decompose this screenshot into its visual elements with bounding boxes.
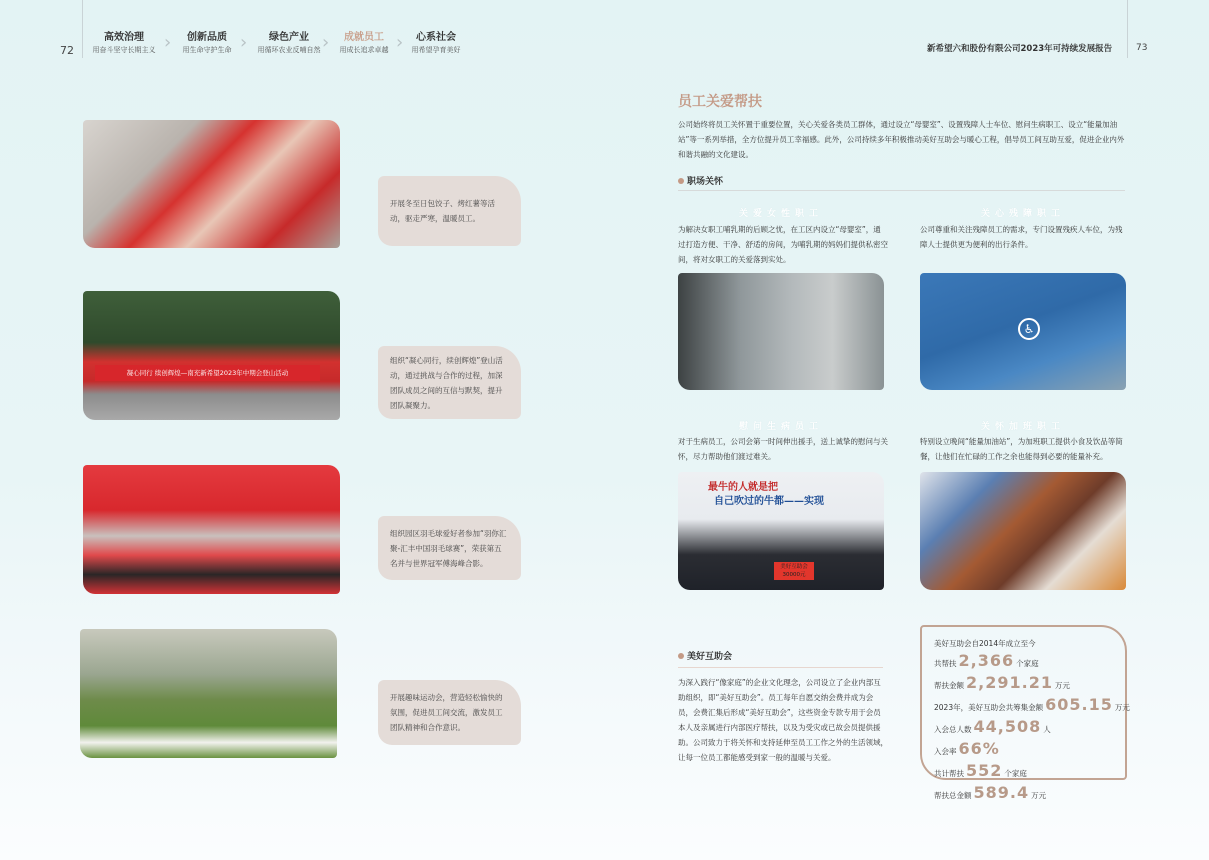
nav-item-governance[interactable] (88, 31, 160, 56)
stat-value: 2,291.21 (966, 673, 1053, 692)
wheelchair-icon: ♿ (1018, 318, 1040, 340)
subsection-label: 关心残障职工 (980, 209, 1065, 219)
stat-value: 2,366 (958, 651, 1015, 670)
stat-value: 66% (958, 739, 1000, 758)
stat-unit: 万元 (1114, 703, 1130, 712)
nav-title: 创新品质 (187, 32, 227, 43)
nav-title: 绿色产业 (269, 32, 309, 43)
stat-label: 帮扶总金额 (934, 791, 972, 800)
accessible-parking-photo (920, 273, 1126, 390)
activity-caption: 开展冬至日包饺子、烤红薯等活动，驱走严寒，温暖员工。 (378, 176, 521, 246)
stat-members (934, 717, 1113, 739)
stat-unit: 万元 (1054, 681, 1070, 690)
stat-value: 605.15 (1045, 695, 1113, 714)
nav-item-society[interactable] (408, 31, 464, 56)
chevron-right-icon: › (396, 32, 404, 53)
chevron-right-icon: › (322, 32, 330, 53)
photo-banner: 凝心同行 续创辉煌—南充新希望2023年中期会登山活动 (95, 365, 320, 381)
nav-title: 高效治理 (104, 32, 144, 43)
nav-subtitle: 用奋斗坚守长期主义 (92, 46, 156, 54)
subsection-label: 关爱女性职工 (738, 209, 823, 219)
sick-employee-visit-photo (678, 472, 884, 590)
fun-sports-games-photo (80, 629, 337, 758)
left-page-number: 72 (60, 44, 74, 57)
nav-subtitle: 用希望孕育美好 (411, 46, 461, 54)
photo-slogan: 自己吹过的牛都——实现 (714, 496, 824, 507)
nav-title: 心系社会 (416, 32, 456, 43)
nav-item-innovation[interactable] (174, 31, 240, 56)
workplace-care-heading (678, 174, 723, 187)
nav-item-employees[interactable] (334, 31, 394, 56)
nav-subtitle: 用成长追求卓越 (339, 46, 389, 54)
divider (678, 667, 883, 668)
stat-unit: 个家庭 (1004, 769, 1027, 778)
stat-label: 入会总人数 (934, 725, 972, 734)
stat-aid-amount (934, 673, 1113, 695)
stat-unit: 人 (1043, 725, 1051, 734)
nav-item-green[interactable] (248, 31, 330, 56)
photo-slogan: 最牛的人就是把 (708, 482, 778, 493)
bullet-icon (678, 178, 684, 184)
subsection-label: 关怀加班职工 (980, 422, 1065, 432)
nav-title: 成就员工 (344, 32, 384, 43)
stat-value: 552 (966, 761, 1003, 780)
dumpling-making-photo (83, 120, 340, 248)
energy-station-snacks-photo (920, 472, 1126, 590)
stat-2023-families (934, 761, 1113, 783)
stat-label: 共计帮扶 (934, 769, 964, 778)
nursing-room-photo (678, 273, 884, 390)
stat-value: 44,508 (973, 717, 1042, 736)
stat-unit: 个家庭 (1016, 659, 1039, 668)
mutual-aid-stats-box (920, 625, 1130, 802)
stat-label: 2023年，美好互助会共筹集金额 (934, 703, 1044, 712)
nav-subtitle: 用循环农业反哺自然 (257, 46, 321, 54)
mountain-climbing-photo (83, 291, 340, 420)
mutual-aid-text: 为深入践行“像家庭”的企业文化理念，公司设立了企业内部互助组织，即“美好互助会”。员工每年自愿交纳会费并成为会员，会费汇集后形成“美好互助会”，这些资金专款专用于会员本人及亲属进行内部医疗帮扶，以及为受灾或已故会员提供援助。公司致力于将关怀和支持延伸至员工工作之外的生活领域，让每一位员工都能感受到家一般的温暖与关爱。 (678, 678, 888, 762)
report-title: 新希望六和股份有限公司2023年可持续发展报告 (927, 44, 1113, 54)
stat-2023-amount (934, 783, 1113, 805)
stat-unit: 万元 (1031, 791, 1047, 800)
subsection-text: 为解决女职工哺乳期的后顾之忧，在工区内设立“母婴室”，通过打造方便、干净、舒适的房间，为哺乳期的妈妈们提供私密空间，将对女职工的关爱落到实处。 (678, 225, 888, 264)
stats-since: 美好互助会自2014年成立至今 (934, 639, 1036, 648)
header-divider (82, 0, 83, 58)
bullet-icon (678, 653, 684, 659)
subsection-label: 慰问生病员工 (738, 422, 823, 432)
intro-paragraph: 公司始终将员工关怀置于重要位置，关心关爱各类员工群体，通过设立“母婴室”、设置残障人士车位、慰问生病职工、设立“能量加油站”等一系列举措，全方位提升员工幸福感。此外，公司持续多年积极推动美好互助会与暖心工程，倡导员工间互助互爱，促进企业内外和谐共融的文化建设。 (678, 120, 1125, 159)
stat-families-helped (934, 651, 1113, 673)
stat-2023-raised (934, 695, 1130, 717)
subsection-text: 特别设立晚间“能量加油站”，为加班职工提供小食及饮品等简餐，让他们在忙碌的工作之余也能得到必要的能量补充。 (920, 437, 1123, 461)
section-title: 员工关爱帮扶 (678, 94, 762, 110)
header-divider (1127, 0, 1128, 58)
photo-envelope: 美好互助会 30000元 (774, 562, 814, 580)
right-page-number: 73 (1136, 43, 1148, 53)
activity-caption: 开展趣味运动会，营造轻松愉快的氛围，促进员工间交流，激发员工团队精神和合作意识。 (378, 680, 521, 745)
stat-label: 帮扶金额 (934, 681, 964, 690)
heading-text: 职场关怀 (687, 177, 724, 187)
activity-caption: 组织园区羽毛球爱好者参加“羽你汇聚-汇丰中国羽毛球赛”，荣获第五名并与世界冠军傅海峰合影。 (378, 516, 521, 580)
stat-membership-rate (934, 739, 1113, 761)
divider (678, 190, 1125, 191)
chevron-right-icon: › (164, 32, 172, 53)
chevron-right-icon: › (240, 32, 248, 53)
mutual-aid-heading (678, 649, 732, 662)
heading-text: 美好互助会 (687, 652, 733, 662)
activity-caption: 组织“凝心同行，续创辉煌”登山活动，通过挑战与合作的过程，加深团队成员之间的互信与默契，提升团队凝聚力。 (378, 346, 521, 419)
stat-label: 共帮扶 (934, 659, 957, 668)
stat-value: 589.4 (973, 783, 1030, 802)
subsection-text: 对于生病员工，公司会第一时间伸出援手，送上诚挚的慰问与关怀，尽力帮助他们渡过难关。 (678, 437, 888, 461)
nav-subtitle: 用生命守护生命 (182, 46, 232, 54)
subsection-text: 公司尊重和关注残障员工的需求，专门设置残疾人车位，为残障人士提供更为便利的出行条件。 (920, 225, 1123, 249)
stat-label: 入会率 (934, 747, 957, 756)
badminton-team-photo (83, 465, 340, 594)
